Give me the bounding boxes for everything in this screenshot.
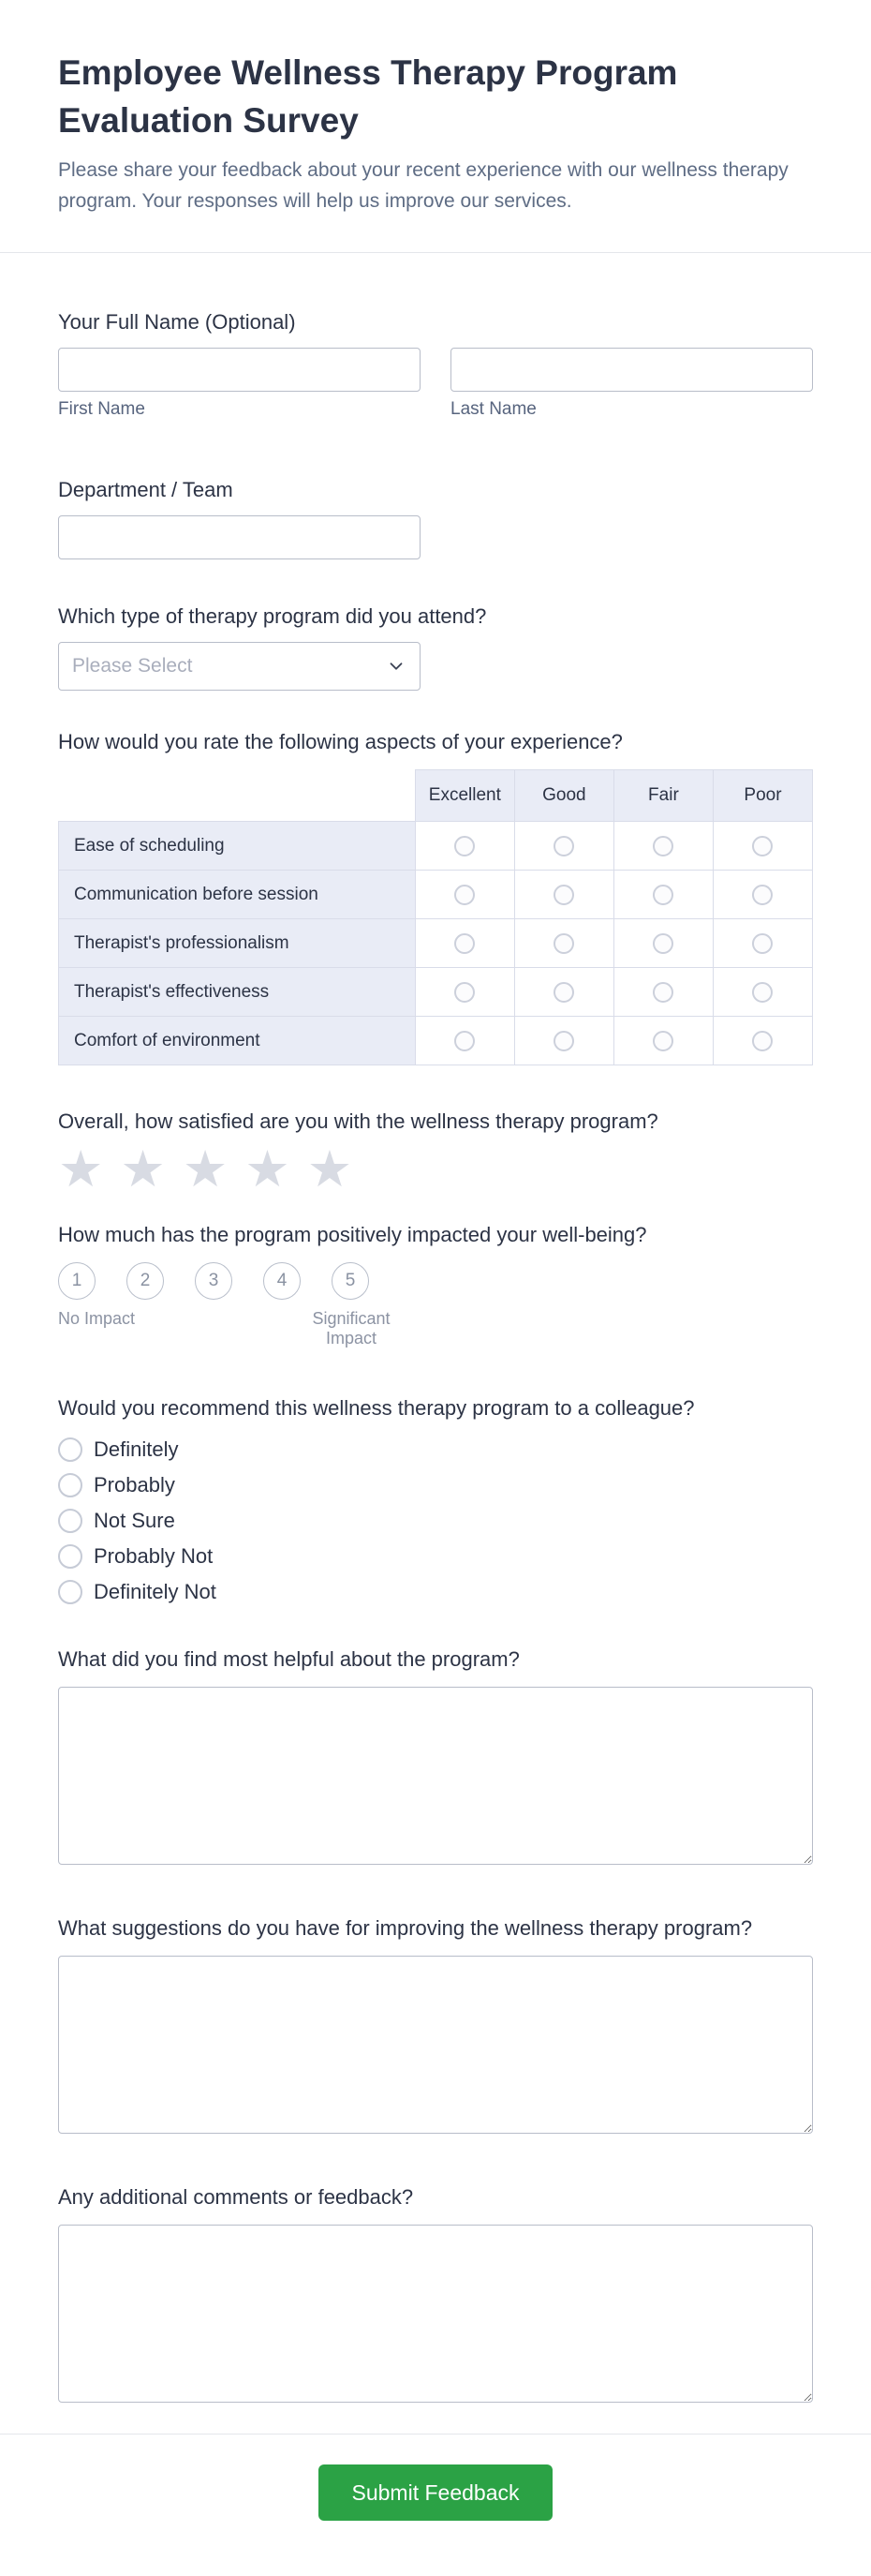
impact-scale	[58, 1262, 813, 1352]
matrix-cell	[415, 968, 514, 1017]
matrix-radio-icon[interactable]	[454, 1031, 475, 1051]
scale-option-4[interactable]: 4	[263, 1262, 301, 1300]
recommend-option[interactable]	[58, 1432, 813, 1467]
recommend-option[interactable]	[58, 1539, 813, 1574]
matrix-header-row	[59, 770, 813, 822]
form-title: Employee Wellness Therapy Program Evaluation Survey	[58, 53, 678, 141]
chevron-down-icon	[386, 656, 406, 677]
matrix-row-label: Comfort of environment	[59, 1017, 416, 1065]
name-inputs-row	[58, 348, 813, 420]
matrix-radio-icon[interactable]	[653, 933, 673, 954]
matrix-column-header: Poor	[713, 770, 812, 822]
impact-label: How much has the program positively impacted your well-being?	[58, 1223, 647, 1247]
full-name-label: Your Full Name (Optional)	[58, 310, 296, 335]
matrix-radio-icon[interactable]	[653, 836, 673, 856]
question-additional-comments	[58, 2182, 813, 2403]
scale-min-label: No Impact	[58, 1309, 136, 1329]
radio-icon[interactable]	[58, 1580, 82, 1604]
rating-matrix-table	[58, 769, 813, 1065]
question-department	[58, 475, 813, 559]
matrix-radio-icon[interactable]	[653, 982, 673, 1003]
satisfaction-label: Overall, how satisfied are you with the wellness therapy program?	[58, 1109, 658, 1134]
matrix-radio-icon[interactable]	[454, 836, 475, 856]
question-therapy-type	[58, 602, 813, 691]
last-name-sublabel: Last Name	[450, 399, 537, 420]
matrix-column-header: Good	[514, 770, 613, 822]
matrix-radio-icon[interactable]	[454, 982, 475, 1003]
option-label: Not Sure	[94, 1509, 175, 1533]
radio-icon[interactable]	[58, 1437, 82, 1462]
matrix-cell	[713, 919, 812, 968]
question-impact	[58, 1220, 813, 1352]
recommend-label: Would you recommend this wellness therapy program to a colleague?	[58, 1396, 695, 1421]
first-name-input[interactable]	[58, 348, 421, 392]
first-name-col	[58, 348, 421, 420]
question-full-name	[58, 307, 813, 420]
option-label: Probably	[94, 1473, 175, 1497]
question-rating-matrix	[58, 727, 813, 1065]
matrix-cell	[713, 871, 812, 919]
submit-row	[0, 2435, 871, 2576]
matrix-radio-icon[interactable]	[554, 1031, 574, 1051]
matrix-cell	[713, 968, 812, 1017]
question-most-helpful	[58, 1645, 813, 1865]
matrix-cell	[514, 919, 613, 968]
matrix-radio-icon[interactable]	[653, 1031, 673, 1051]
scale-option-5[interactable]: 5	[332, 1262, 369, 1300]
matrix-column-header: Excellent	[415, 770, 514, 822]
department-label: Department / Team	[58, 478, 233, 502]
last-name-col	[450, 348, 813, 420]
matrix-cell	[514, 968, 613, 1017]
department-input-wrap	[58, 515, 421, 559]
impact-scale-row	[58, 1262, 813, 1300]
last-name-input[interactable]	[450, 348, 813, 392]
select-placeholder: Please Select	[72, 655, 193, 678]
matrix-row	[59, 822, 813, 871]
department-input[interactable]	[58, 515, 421, 559]
recommend-options	[58, 1432, 813, 1610]
matrix-cell	[415, 919, 514, 968]
therapy-type-select[interactable]	[58, 642, 421, 691]
matrix-radio-icon[interactable]	[752, 1031, 773, 1051]
radio-icon[interactable]	[58, 1544, 82, 1569]
suggestions-label: What suggestions do you have for improving the wellness therapy program?	[58, 1916, 753, 1941]
star-rating	[58, 1141, 813, 1199]
matrix-radio-icon[interactable]	[752, 982, 773, 1003]
matrix-cell	[514, 1017, 613, 1065]
matrix-radio-icon[interactable]	[554, 933, 574, 954]
first-name-sublabel: First Name	[58, 399, 145, 420]
recommend-option[interactable]	[58, 1503, 813, 1539]
recommend-option[interactable]	[58, 1574, 813, 1610]
most-helpful-label: What did you find most helpful about the program?	[58, 1647, 520, 1672]
therapy-type-label: Which type of therapy program did you attend?	[58, 604, 487, 629]
matrix-cell	[613, 968, 713, 1017]
matrix-radio-icon[interactable]	[752, 836, 773, 856]
matrix-radio-icon[interactable]	[752, 885, 773, 905]
radio-icon[interactable]	[58, 1509, 82, 1533]
option-label: Definitely Not	[94, 1580, 216, 1604]
scale-option-1[interactable]: 1	[58, 1262, 96, 1300]
suggestions-textarea[interactable]	[58, 1956, 813, 2134]
star-icon[interactable]: ★	[182, 1141, 229, 1199]
matrix-cell	[415, 1017, 514, 1065]
matrix-cell	[713, 1017, 812, 1065]
submit-button[interactable]: Submit Feedback	[318, 2464, 554, 2521]
question-suggestions	[58, 1913, 813, 2134]
matrix-row	[59, 968, 813, 1017]
star-icon[interactable]: ★	[306, 1141, 353, 1199]
matrix-radio-icon[interactable]	[454, 933, 475, 954]
form-body	[0, 253, 871, 2403]
scale-option-2[interactable]: 2	[126, 1262, 164, 1300]
star-icon[interactable]: ★	[244, 1141, 290, 1199]
option-label: Definitely	[94, 1437, 179, 1462]
matrix-corner-cell	[59, 770, 416, 822]
matrix-cell	[713, 822, 812, 871]
matrix-cell	[415, 822, 514, 871]
most-helpful-textarea[interactable]	[58, 1687, 813, 1865]
matrix-row-label: Ease of scheduling	[59, 822, 416, 871]
additional-comments-label: Any additional comments or feedback?	[58, 2185, 414, 2210]
matrix-row-label: Therapist's effectiveness	[59, 968, 416, 1017]
star-icon[interactable]: ★	[58, 1141, 104, 1199]
matrix-radio-icon[interactable]	[554, 982, 574, 1003]
matrix-row-label: Therapist's professionalism	[59, 919, 416, 968]
question-satisfaction	[58, 1107, 813, 1199]
matrix-cell	[613, 1017, 713, 1065]
matrix-radio-icon[interactable]	[554, 836, 574, 856]
matrix-radio-icon[interactable]	[653, 885, 673, 905]
additional-comments-textarea[interactable]	[58, 2225, 813, 2403]
radio-icon[interactable]	[58, 1473, 82, 1497]
matrix-cell	[613, 919, 713, 968]
matrix-cell	[514, 822, 613, 871]
scale-option-3[interactable]: 3	[195, 1262, 232, 1300]
matrix-cell	[613, 871, 713, 919]
matrix-row	[59, 871, 813, 919]
matrix-radio-icon[interactable]	[454, 885, 475, 905]
matrix-radio-icon[interactable]	[752, 933, 773, 954]
form-header	[0, 0, 871, 216]
rating-matrix-label: How would you rate the following aspects of your experience?	[58, 730, 623, 754]
recommend-option[interactable]	[58, 1467, 813, 1503]
star-icon[interactable]: ★	[120, 1141, 166, 1199]
scale-max-label: Significant Impact	[312, 1309, 391, 1348]
matrix-column-header: Fair	[613, 770, 713, 822]
matrix-cell	[613, 822, 713, 871]
question-recommend	[58, 1393, 813, 1610]
matrix-row-label: Communication before session	[59, 871, 416, 919]
matrix-radio-icon[interactable]	[554, 885, 574, 905]
matrix-row	[59, 919, 813, 968]
matrix-cell	[514, 871, 613, 919]
option-label: Probably Not	[94, 1544, 214, 1569]
matrix-row	[59, 1017, 813, 1065]
form-description: Please share your feedback about your recent experience with our wellness therapy program. Your responses will help us improve our services.	[58, 159, 789, 212]
matrix-cell	[415, 871, 514, 919]
